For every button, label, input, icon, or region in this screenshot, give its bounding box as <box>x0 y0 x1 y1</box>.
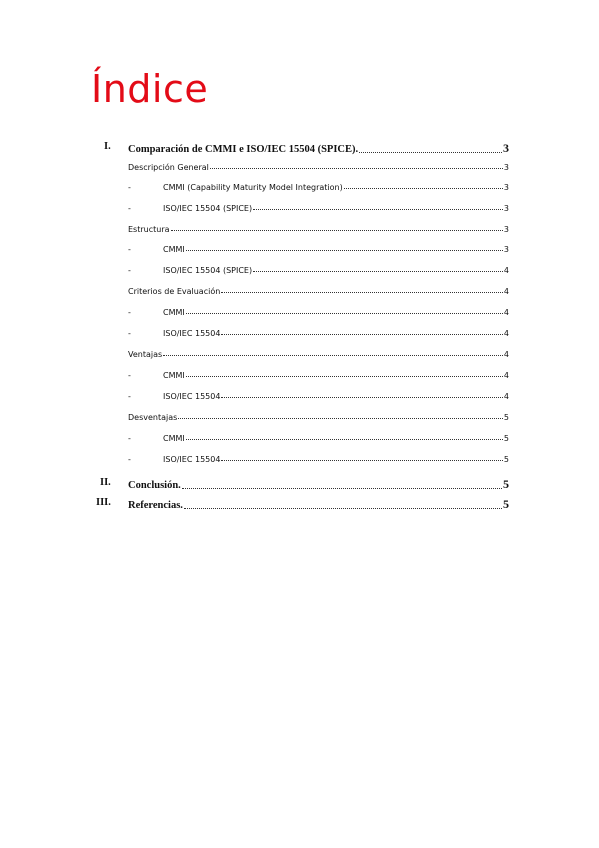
dot-leader <box>184 508 502 509</box>
toc-entry-text: ISO/IEC 15504 (SPICE) <box>163 266 253 275</box>
toc-entry-referencias[interactable] <box>128 497 509 512</box>
toc-page-number: 5 <box>503 477 509 491</box>
toc-page-number: 4 <box>503 266 509 275</box>
toc-entry-desventajas[interactable] <box>128 413 509 422</box>
list-dash: - <box>128 308 131 317</box>
list-dash: - <box>128 455 131 464</box>
toc-entry-des-iso[interactable] <box>163 455 509 464</box>
toc-entry-comparacion[interactable] <box>128 141 509 156</box>
dot-leader <box>253 209 503 210</box>
dot-leader <box>182 488 502 489</box>
dot-leader <box>359 152 502 153</box>
dot-leader <box>221 460 502 461</box>
dot-leader <box>210 168 503 169</box>
toc-entry-text: Descripción General <box>128 163 209 172</box>
toc-entry-criterios[interactable] <box>128 287 509 296</box>
toc-page-number: 5 <box>503 434 509 443</box>
toc-page-number: 4 <box>503 350 509 359</box>
list-dash: - <box>128 266 131 275</box>
toc-section-number: I. <box>104 141 111 152</box>
toc-page-number: 3 <box>503 141 509 155</box>
toc-page-number: 4 <box>503 371 509 380</box>
toc-entry-desc-cmmi[interactable] <box>163 183 509 192</box>
toc-entry-est-iso[interactable] <box>163 266 509 275</box>
toc-page-number: 3 <box>503 225 509 234</box>
toc-entry-cri-cmmi[interactable] <box>163 308 509 317</box>
toc-entry-text: Criterios de Evaluación <box>128 287 221 296</box>
toc-page-number: 3 <box>503 163 509 172</box>
toc-page-number: 4 <box>503 392 509 401</box>
toc-entry-text: Desventajas <box>128 413 178 422</box>
toc-page-number: 4 <box>503 329 509 338</box>
dot-leader <box>178 418 503 419</box>
toc-entry-text: Estructura <box>128 225 170 234</box>
toc-entry-text: Conclusión. <box>128 480 181 491</box>
toc-page-number: 4 <box>503 287 509 296</box>
dot-leader <box>171 230 503 231</box>
dot-leader <box>186 376 503 377</box>
toc-entry-text: Ventajas <box>128 350 163 359</box>
toc-entry-estructura[interactable] <box>128 225 509 234</box>
toc-entry-text: ISO/IEC 15504 (SPICE) <box>163 204 253 213</box>
toc-entry-text: CMMI <box>163 245 185 254</box>
toc-page-number: 3 <box>503 245 509 254</box>
toc-entry-text: ISO/IEC 15504 <box>163 392 221 401</box>
list-dash: - <box>128 329 131 338</box>
index-title: Índice <box>91 67 209 111</box>
toc-entry-desc-iso[interactable] <box>163 204 509 213</box>
dot-leader <box>253 271 503 272</box>
toc-page-number: 5 <box>503 413 509 422</box>
toc-entry-text: CMMI <box>163 308 185 317</box>
dot-leader <box>221 334 502 335</box>
toc-entry-text: CMMI <box>163 434 185 443</box>
toc-entry-text: ISO/IEC 15504 <box>163 329 221 338</box>
dot-leader <box>344 188 503 189</box>
toc-entry-ven-iso[interactable] <box>163 392 509 401</box>
toc-entry-ven-cmmi[interactable] <box>163 371 509 380</box>
list-dash: - <box>128 434 131 443</box>
toc-page-number: 3 <box>503 204 509 213</box>
dot-leader <box>221 292 503 293</box>
toc-entry-ventajas[interactable] <box>128 350 509 359</box>
toc-entry-text: Comparación de CMMI e ISO/IEC 15504 (SPICE). <box>128 144 359 155</box>
toc-entry-des-cmmi[interactable] <box>163 434 509 443</box>
toc-section-number: II. <box>100 477 111 488</box>
toc-entry-conclusion[interactable] <box>128 477 509 492</box>
toc-section-number: III. <box>96 497 111 508</box>
dot-leader <box>221 397 502 398</box>
list-dash: - <box>128 183 131 192</box>
toc-page-number: 4 <box>503 308 509 317</box>
list-dash: - <box>128 392 131 401</box>
toc-page-number: 5 <box>503 497 509 511</box>
dot-leader <box>163 355 503 356</box>
toc-entry-cri-iso[interactable] <box>163 329 509 338</box>
toc-entry-text: Referencias. <box>128 500 183 511</box>
list-dash: - <box>128 204 131 213</box>
toc-entry-text: CMMI (Capability Maturity Model Integration) <box>163 183 343 192</box>
list-dash: - <box>128 371 131 380</box>
toc-entry-descripcion[interactable] <box>128 163 509 172</box>
toc-page-number: 5 <box>503 455 509 464</box>
toc-entry-text: CMMI <box>163 371 185 380</box>
dot-leader <box>186 250 503 251</box>
toc-page-number: 3 <box>503 183 509 192</box>
dot-leader <box>186 439 503 440</box>
dot-leader <box>186 313 503 314</box>
toc-entry-est-cmmi[interactable] <box>163 245 509 254</box>
toc-entry-text: ISO/IEC 15504 <box>163 455 221 464</box>
list-dash: - <box>128 245 131 254</box>
